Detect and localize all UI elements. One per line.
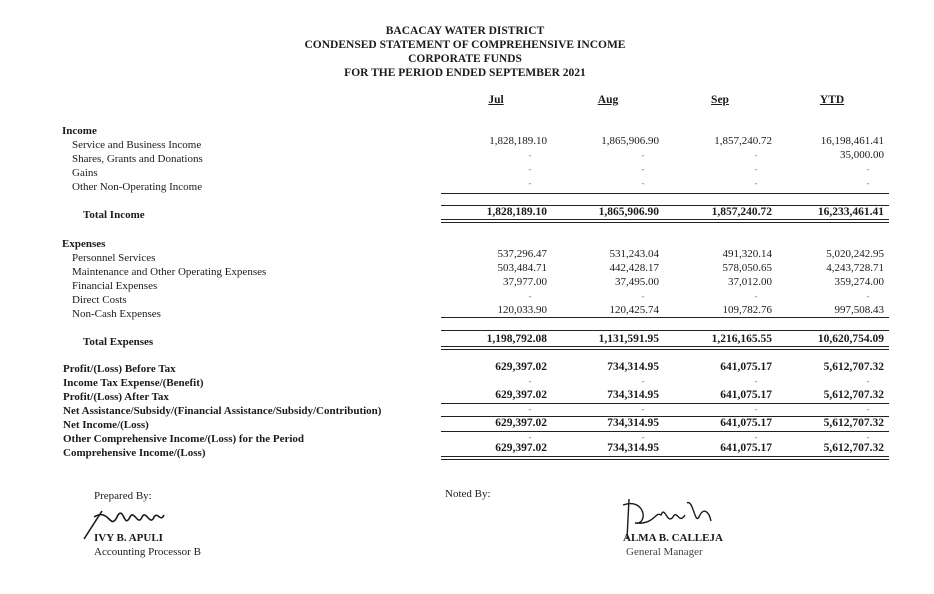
cell-dash: -: [528, 164, 532, 174]
cell-dash: -: [528, 404, 532, 414]
cell-dash: -: [754, 291, 758, 301]
cell-value: 1,828,189.10: [486, 206, 547, 218]
rule: [441, 403, 889, 404]
cell-value: 16,198,461.41: [820, 135, 884, 147]
cell-dash: -: [641, 404, 645, 414]
period-title: FOR THE PERIOD ENDED SEPTEMBER 2021: [344, 67, 586, 79]
income-row-label: Other Non-Operating Income: [72, 181, 203, 193]
cell-dash: -: [866, 404, 870, 414]
cell-dash: -: [641, 432, 645, 442]
cell-value: 1,131,591.95: [598, 333, 659, 345]
double-rule: [441, 346, 889, 350]
cell-dash: -: [754, 404, 758, 414]
cell-value: 734,314.95: [607, 361, 659, 373]
cell-value: 641,075.17: [720, 389, 772, 401]
summary-row-label: Other Comprehensive Income/(Loss) for the Period: [63, 433, 305, 445]
cell-dash: -: [754, 376, 758, 386]
cell-value: 503,484.71: [497, 262, 547, 274]
cell-dash: -: [528, 150, 532, 160]
cell-value: 1,857,240.72: [711, 206, 772, 218]
cell-dash: -: [641, 164, 645, 174]
cell-value: 37,012.00: [728, 276, 772, 288]
rule: [441, 416, 889, 417]
expense-row-label: Direct Costs: [72, 294, 127, 306]
cell-value: 109,782.76: [722, 304, 772, 316]
cell-dash: -: [641, 376, 645, 386]
cell-value: 35,000.00: [840, 149, 884, 161]
cell-value: 5,020,242.95: [826, 248, 884, 260]
income-row-label: Service and Business Income: [72, 139, 202, 151]
cell-value: 641,075.17: [720, 361, 772, 373]
double-rule: [441, 219, 889, 223]
cell-value: 578,050.65: [722, 262, 772, 274]
noted-by-label: Noted By:: [445, 488, 491, 500]
cell-value: 442,428.17: [609, 262, 659, 274]
cell-value: 537,296.47: [497, 248, 547, 260]
expenses-section-title: Expenses: [62, 238, 106, 250]
cell-value: 37,495.00: [615, 276, 659, 288]
cell-value: 1,865,906.90: [598, 206, 659, 218]
expense-row-label: Maintenance and Other Operating Expenses: [72, 266, 267, 278]
cell-dash: -: [754, 164, 758, 174]
cell-value: 629,397.02: [495, 361, 547, 373]
cell-dash: -: [528, 376, 532, 386]
cell-dash: -: [528, 432, 532, 442]
expense-row-label: Financial Expenses: [72, 280, 158, 292]
total-expenses-label: Total Expenses: [83, 336, 154, 348]
statement-title: CONDENSED STATEMENT OF COMPREHENSIVE INCOME: [304, 39, 626, 51]
cell-value: 37,977.00: [503, 276, 547, 288]
cell-value: 997,508.43: [834, 304, 884, 316]
cell-value: 4,243,728.71: [826, 262, 884, 274]
cell-value: 5,612,707.32: [823, 361, 884, 373]
rule: [441, 317, 889, 318]
cell-value: 641,075.17: [720, 417, 772, 429]
prepared-by-label: Prepared By:: [94, 490, 152, 502]
cell-dash: -: [641, 178, 645, 188]
total-income-label: Total Income: [83, 209, 145, 221]
cell-value: 641,075.17: [720, 442, 772, 454]
cell-value: 734,314.95: [607, 417, 659, 429]
cell-dash: -: [641, 291, 645, 301]
cell-value: 1,828,189.10: [489, 135, 547, 147]
expense-row-label: Personnel Services: [72, 252, 156, 264]
noted-title: General Manager: [626, 546, 703, 558]
cell-value: 5,612,707.32: [823, 442, 884, 454]
preparer-title: Accounting Processor B: [94, 546, 201, 558]
cell-dash: -: [866, 178, 870, 188]
cell-dash: -: [528, 291, 532, 301]
cell-value: 5,612,707.32: [823, 389, 884, 401]
column-header-aug: Aug: [597, 94, 619, 106]
column-header-jul: Jul: [488, 94, 504, 106]
cell-dash: -: [641, 150, 645, 160]
column-header-sep: Sep: [711, 94, 729, 106]
cell-dash: -: [754, 432, 758, 442]
cell-value: 629,397.02: [495, 442, 547, 454]
cell-value: 1,865,906.90: [601, 135, 659, 147]
cell-dash: -: [866, 291, 870, 301]
income-row-label: Shares, Grants and Donations: [72, 153, 203, 165]
cell-dash: -: [754, 178, 758, 188]
rule: [441, 431, 889, 432]
cell-value: 531,243.04: [609, 248, 659, 260]
cell-value: 1,216,165.55: [711, 333, 772, 345]
fund-title: CORPORATE FUNDS: [408, 53, 522, 65]
summary-row-label: Profit/(Loss) Before Tax: [63, 363, 176, 375]
cell-value: 16,233,461.41: [817, 206, 884, 218]
cell-dash: -: [866, 376, 870, 386]
cell-dash: -: [866, 164, 870, 174]
income-row-label: Gains: [72, 167, 98, 179]
cell-value: 734,314.95: [607, 442, 659, 454]
column-header-ytd: YTD: [819, 94, 845, 106]
rule: [441, 193, 889, 194]
double-rule: [441, 456, 889, 460]
cell-value: 629,397.02: [495, 417, 547, 429]
rule: [441, 330, 889, 331]
cell-value: 1,198,792.08: [486, 333, 547, 345]
summary-row-label: Profit/(Loss) After Tax: [63, 391, 169, 403]
cell-value: 5,612,707.32: [823, 417, 884, 429]
cell-dash: -: [866, 432, 870, 442]
cell-value: 359,274.00: [834, 276, 884, 288]
cell-value: 491,320.14: [722, 248, 772, 260]
expense-row-label: Non-Cash Expenses: [72, 308, 161, 320]
cell-value: 120,033.90: [497, 304, 547, 316]
noted-name: ALMA B. CALLEJA: [623, 532, 723, 544]
cell-value: 10,620,754.09: [817, 333, 884, 345]
preparer-name: IVY B. APULI: [94, 532, 163, 544]
cell-value: 734,314.95: [607, 389, 659, 401]
cell-value: 629,397.02: [495, 389, 547, 401]
summary-row-label: Comprehensive Income/(Loss): [63, 447, 206, 459]
cell-dash: -: [528, 178, 532, 188]
cell-value: 1,857,240.72: [714, 135, 772, 147]
income-section-title: Income: [62, 125, 97, 137]
cell-value: 120,425.74: [609, 304, 659, 316]
summary-row-label: Net Income/(Loss): [63, 419, 149, 431]
summary-row-label: Net Assistance/Subsidy/(Financial Assistance/Subsidy/Contribution): [63, 405, 382, 417]
company-name: BACACAY WATER DISTRICT: [385, 25, 545, 37]
summary-row-label: Income Tax Expense/(Benefit): [63, 377, 204, 389]
cell-dash: -: [754, 150, 758, 160]
